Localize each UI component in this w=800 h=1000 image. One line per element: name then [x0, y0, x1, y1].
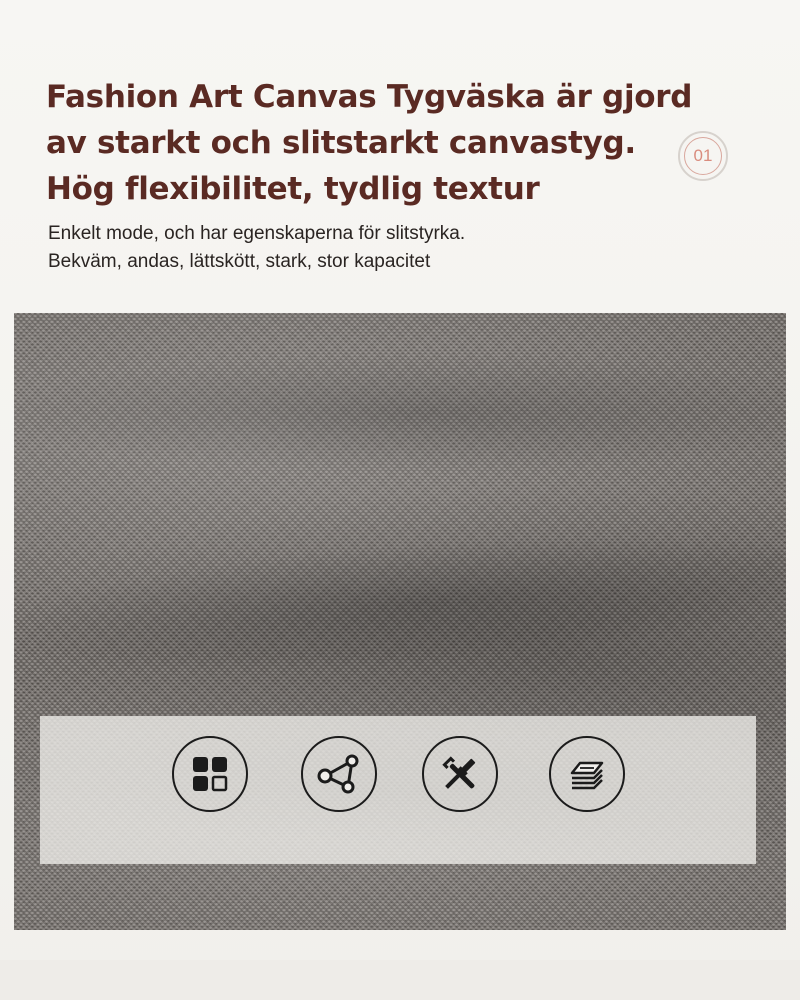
fabric-fold-shadow [14, 512, 786, 694]
description-line-1: Enkelt mode, och har egenskaperna för slitstyrka. [48, 223, 466, 244]
feature-icon-panel [40, 716, 756, 864]
grid-icon [172, 736, 248, 812]
headline-line-2: av starkt och slitstarkt canvastyg. [46, 125, 636, 161]
description [48, 220, 668, 276]
layers-icon [549, 736, 625, 812]
headline-line-1: Fashion Art Canvas Tygväska är gjord [46, 79, 693, 115]
share-nodes-icon [301, 736, 377, 812]
section-number: 01 [684, 137, 722, 175]
description-line-2: Bekväm, andas, lättskött, stark, stor kapacitet [48, 251, 431, 272]
headline [46, 74, 693, 212]
fabric-fold-shadow [14, 353, 786, 473]
bottom-strip [0, 960, 800, 1000]
tools-icon [422, 736, 498, 812]
section-number-badge [678, 131, 728, 181]
headline-line-3: Hög flexibilitet, tydlig textur [46, 171, 540, 207]
